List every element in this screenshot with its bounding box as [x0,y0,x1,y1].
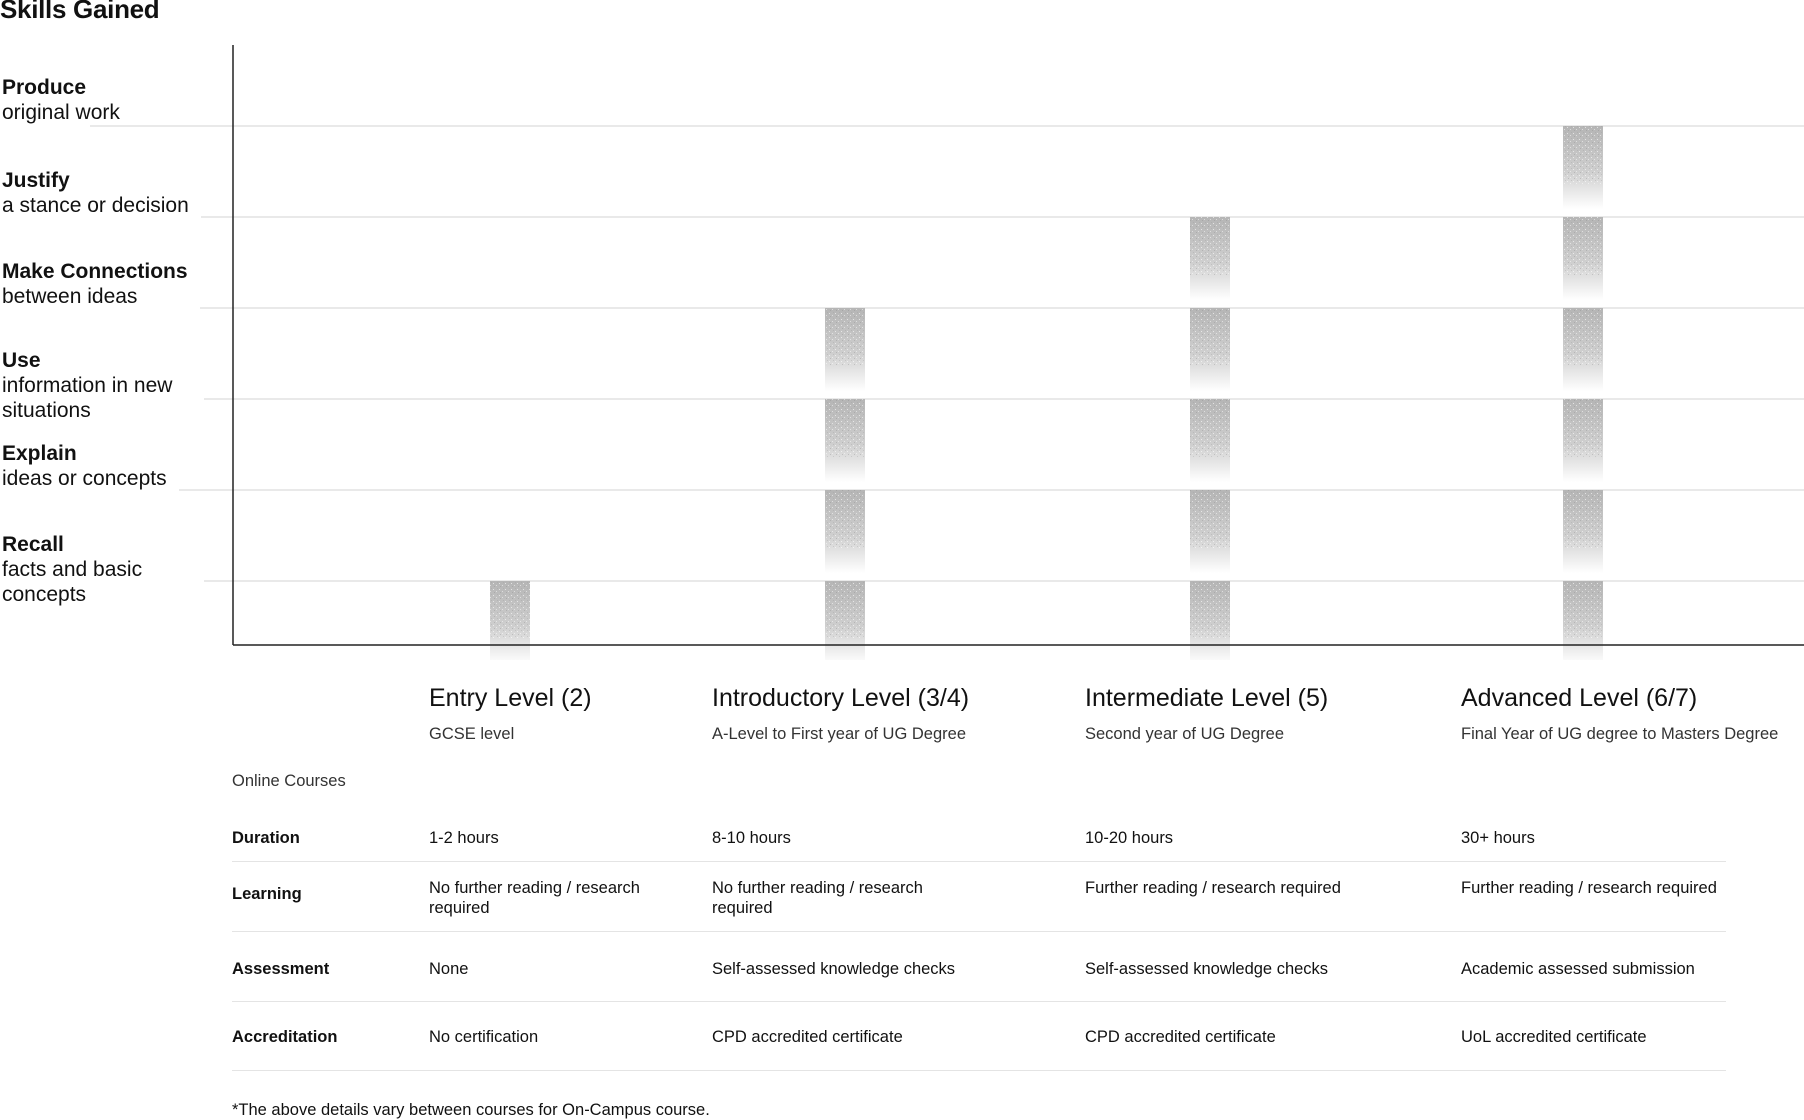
skill-name: Explain [2,442,77,465]
table-cell: Further reading / research required [1085,879,1341,897]
bar-texture [1563,217,1603,275]
y-label-justify [2,168,201,218]
row-divider [232,1001,1726,1002]
bar-texture [825,308,865,366]
skill-name: Make Connections [2,260,188,283]
y-label-use [2,348,204,423]
y-label-explain [2,441,179,491]
skill-name: Justify [2,169,70,192]
chart-title: Skills Gained [0,0,160,24]
y-label-recall [2,532,204,607]
level-header [712,684,969,744]
level-subtitle: Second year of UG Degree [1085,725,1285,743]
table-cell: Academic assessed submission [1461,960,1695,978]
table-cell: No further reading / research required [429,879,640,917]
grid-lines [90,126,1804,581]
bar-texture [490,581,530,639]
skill-description: a stance or decision [2,194,189,217]
row-label: Assessment [232,960,330,978]
bar-texture [1563,308,1603,366]
y-label-make-connections [2,259,200,309]
skill-description: original work [2,101,120,124]
level-name: Introductory Level (3/4) [712,684,970,712]
level-subtitle: A-Level to First year of UG Degree [712,725,967,743]
level-name: Intermediate Level (5) [1085,684,1329,712]
table-cell: CPD accredited certificate [712,1028,903,1046]
y-label-produce [2,75,132,125]
level-header [1461,684,1778,744]
row-label: Accreditation [232,1028,338,1046]
table-cell: 10-20 hours [1085,829,1174,847]
table-cell: Self-assessed knowledge checks [1085,960,1329,978]
skill-name: Recall [2,533,64,556]
level-name: Entry Level (2) [429,684,592,712]
bar-texture [1190,308,1230,366]
row-label: Duration [232,829,300,847]
row-divider [232,931,1726,932]
bar-1 [490,581,530,660]
row-divider [232,1070,1726,1071]
level-subtitle: Final Year of UG degree to Masters Degree [1461,725,1779,743]
bars [490,126,1603,660]
table-cell: None [429,960,469,978]
bar-texture [1190,581,1230,639]
bar-texture [825,490,865,548]
skill-name: Produce [2,76,87,99]
skill-description: between ideas [2,285,138,308]
table-cell: UoL accredited certificate [1461,1028,1647,1046]
table-cell: No further reading / research required [712,879,923,917]
bar-texture [1190,490,1230,548]
skill-description: ideas or concepts [2,467,167,490]
table-cell: 30+ hours [1461,829,1535,847]
level-header [1085,684,1328,744]
bar-texture [825,399,865,457]
skill-name: Use [2,349,41,372]
bar-3 [1190,217,1230,660]
table-cell: CPD accredited certificate [1085,1028,1276,1046]
bar-texture [1563,490,1603,548]
bar-texture [1563,126,1603,184]
table-cell: No certification [429,1028,539,1046]
bar-texture [1563,399,1603,457]
row-label: Learning [232,885,302,903]
table-cell: 8-10 hours [712,829,791,847]
bar-texture [1563,581,1603,639]
table-cell: Self-assessed knowledge checks [712,960,956,978]
level-header [429,684,592,744]
bar-2 [825,308,865,660]
row-divider [232,861,1726,862]
table-cell: Further reading / research required [1461,879,1717,897]
section-label: Online Courses [232,772,346,790]
bar-texture [1190,217,1230,275]
level-subtitle: GCSE level [429,725,515,743]
footnote: *The above details vary between courses for On-Campus course. [232,1101,710,1119]
skill-description: information in new situations [2,374,173,422]
table-cell: 1-2 hours [429,829,499,847]
bar-4 [1563,126,1603,660]
skill-description: facts and basic concepts [2,558,143,606]
bar-texture [1190,399,1230,457]
bar-texture [825,581,865,639]
level-name: Advanced Level (6/7) [1461,684,1698,712]
